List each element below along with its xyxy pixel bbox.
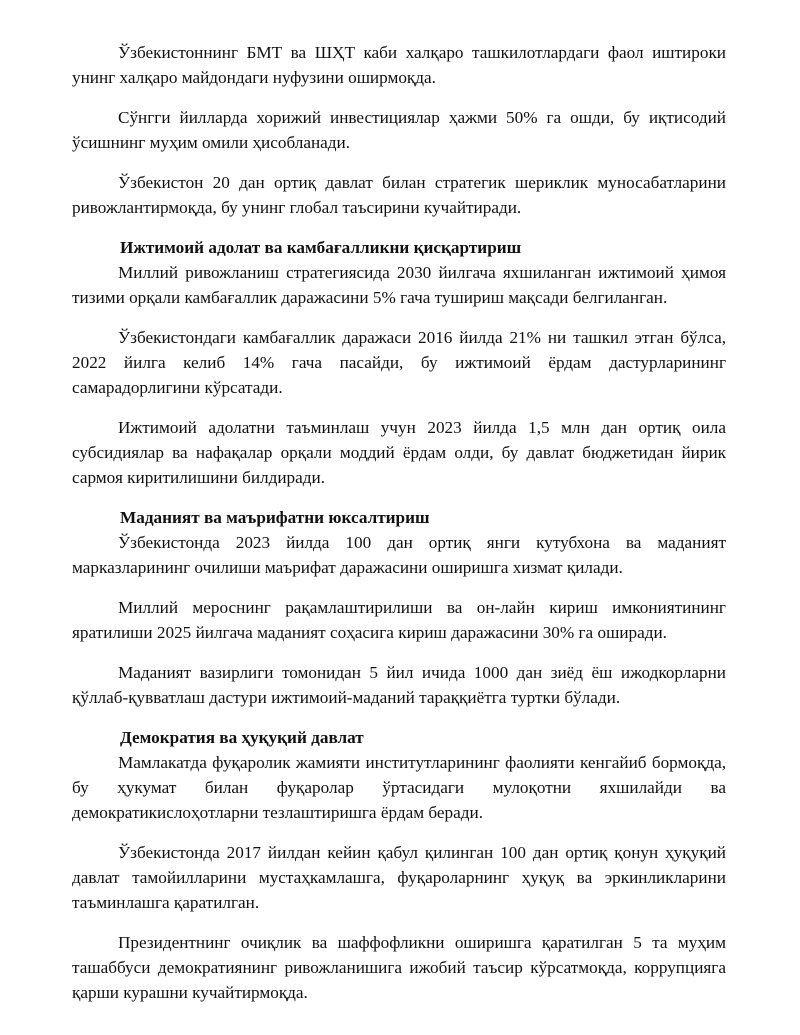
paragraph: Ўзбекистонда 2023 йилда 100 дан ортиқ янги кутубхона ва маданият марказларининг очилиши маърифат даражасини оширишга хизмат қилади.: [72, 533, 726, 577]
section-heading: Маданият ва маърифатни юксалтириш: [120, 508, 430, 527]
section-social-justice: [72, 235, 726, 490]
paragraph: Мамлакатда фуқаролик жамияти институтларининг фаолияти кенгайиб бормоқда, бу ҳукумат билан фуқаролар ўртасидаги мулоқотни яхшилайди ва демократикислоҳотларни тезлаштиришга ёрдам беради.: [72, 753, 726, 822]
paragraph: Ижтимоий адолатни таъминлаш учун 2023 йилда 1,5 млн дан ортиқ оила субсидиялар ва нафақалар орқали моддий ёрдам олди, бу давлат бюджетидан йирик сармоя киритилишини билдиради.: [72, 418, 726, 487]
paragraph: Ўзбекистоннинг БМТ ва ШҲТ каби халқаро ташкилотлардаги фаол иштироки унинг халқаро майдондаги нуфузини оширмоқда.: [72, 43, 726, 87]
section-heading: Демократия ва ҳуқуқий давлат: [120, 728, 364, 747]
paragraph: Президентнинг очиқлик ва шаффофликни оширишга қаратилган 5 та муҳим ташаббуси демократиянинг ривожланишига ижобий таъсир кўрсатмоқда, коррупцияга қарши курашни кучайтирмоқда.: [72, 933, 726, 1002]
paragraph: Ўзбекистондаги камбағаллик даражаси 2016 йилда 21% ни ташкил этган бўлса, 2022 йилга келиб 14% гача пасайди, бу ижтимоий ёрдам дастурларининг самарадорлигини кўрсатади.: [72, 328, 726, 397]
paragraph: Ўзбекистонда 2017 йилдан кейин қабул қилинган 100 дан ортиқ қонун ҳуқуқий давлат тамойилларини мустаҳкамлашга, фуқароларнинг ҳуқуқ ва эркинликларини таъминлашга қаратилган.: [72, 843, 726, 912]
paragraph: Маданият вазирлиги томонидан 5 йил ичида 1000 дан зиёд ёш ижодкорларни қўллаб-қувватлаш дастури ижтимоий-маданий тараққиётга туртки бўлади.: [72, 663, 726, 707]
document-page: [72, 40, 726, 1020]
paragraph: Ўзбекистон 20 дан ортиқ давлат билан стратегик шериклик муносабатларини ривожлантирмоқда, бу унинг глобал таъсирини кучайтиради.: [72, 173, 726, 217]
paragraph: Сўнгги йилларда хорижий инвестициялар ҳажми 50% га ошди, бу иқтисодий ўсишнинг муҳим омили ҳисобланади.: [72, 108, 726, 152]
paragraph: Миллий ривожланиш стратегиясида 2030 йилгача яхшиланган ижтимоий ҳимоя тизими орқали камбағаллик даражасини 5% гача тушириш мақсади белгиланган.: [72, 263, 726, 307]
section-democracy: [72, 725, 726, 1005]
section-heading: Ижтимоий адолат ва камбағалликни қисқартириш: [120, 238, 522, 257]
paragraph: Миллий мероснинг рақамлаштирилиши ва он-лайн кириш имкониятининг яратилиши 2025 йилгача маданият соҳасига кириш даражасини 30% га оширади.: [72, 598, 726, 642]
section-culture: [72, 505, 726, 710]
